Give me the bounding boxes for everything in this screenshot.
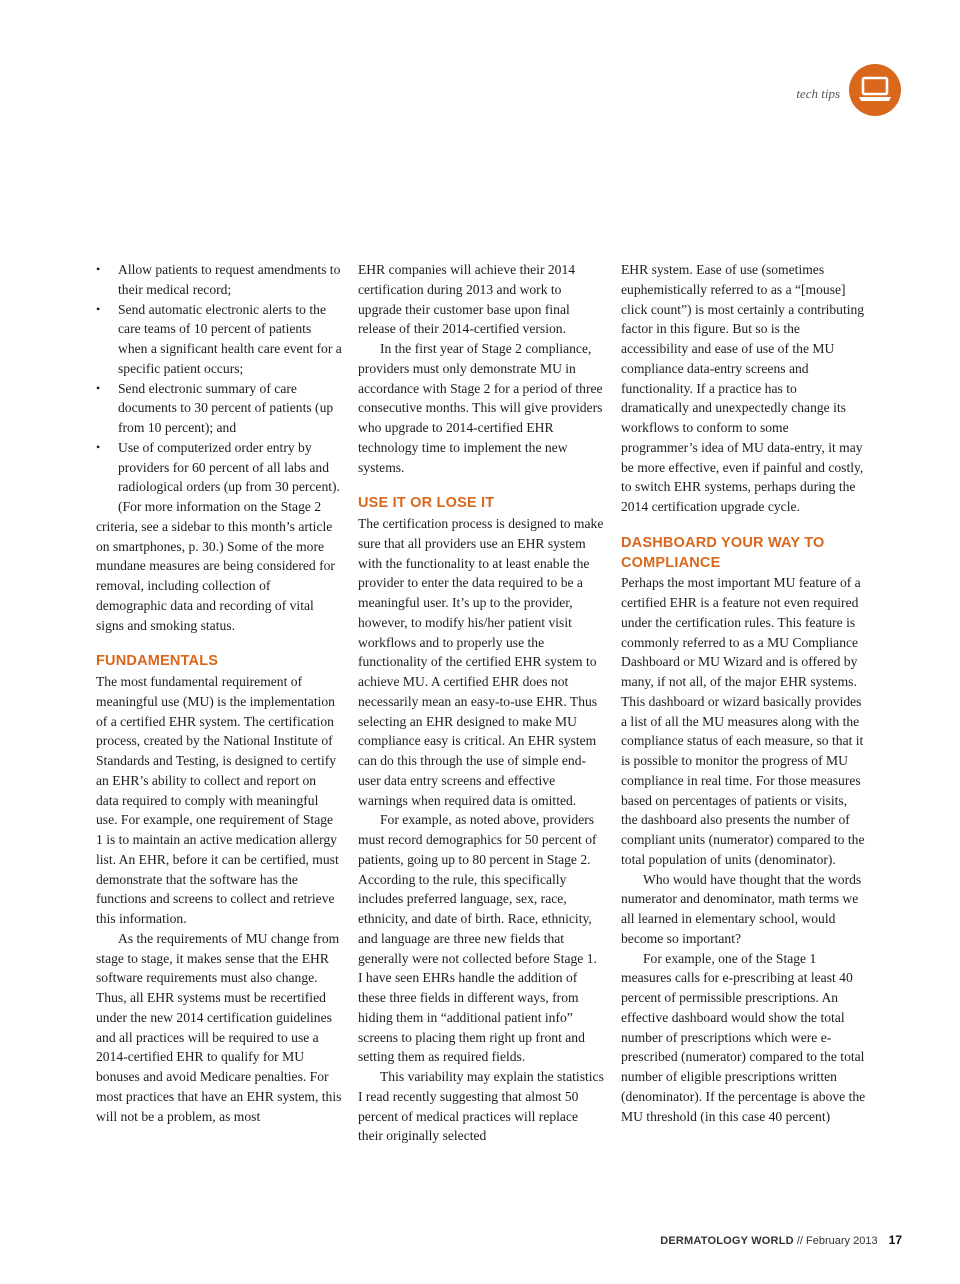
column-2: [358, 260, 604, 1146]
paragraph: Who would have thought that the words numerator and denominator, math terms we all learned in elementary school, would become so important?: [621, 871, 862, 946]
paragraph: (For more information on the Stage 2 criteria, see a sidebar to this month’s article on smartphones, p. 30.) Some of the more mundane measures are being considered for removal, including collection of demographic data and recording of vital signs and smoking status.: [96, 499, 335, 633]
paragraph: In the first year of Stage 2 compliance, providers must only demonstrate MU in accordance with Stage 2 for a period of three consecutive months. This will give providers who upgrade to 2014-certified EHR technology time to implement the new systems.: [358, 341, 603, 475]
laptop-icon: [849, 64, 901, 116]
section-heading-fundamentals: FUNDAMENTALS: [96, 653, 219, 670]
publication-name: DERMATOLOGY WORLD: [660, 1235, 794, 1247]
issue-date: February 2013: [806, 1235, 878, 1247]
list-item: • Use of computerized order entry by providers for 60 percent of all labs and radiological orders (up from 30 percent).: [96, 438, 342, 497]
page-number: 17: [888, 1233, 902, 1247]
list-item: • Send electronic summary of care documents to 30 percent of patients (up from 10 percent); and: [96, 379, 342, 438]
stage2-bullet-list: [96, 260, 342, 497]
paragraph: For example, one of the Stage 1 measures calls for e-prescribing at least 40 percent of permissible prescriptions. An effective dashboard would show the total number of prescriptions which were e-prescribed (numerator) compared to the total number of eligible prescriptions written (denominator). If the percentage is above the MU threshold (in this case 40 percent): [621, 950, 866, 1124]
page-footer: [660, 1233, 902, 1247]
section-heading-use-it-or-lose-it: USE IT OR LOSE IT: [358, 495, 495, 512]
paragraph: The most fundamental requirement of meaningful use (MU) is the implementation of a certified EHR system. The certification process, created by the National Institute of Standards and Testing, is designed to certify an EHR’s ability to collect and report on data required to comply with meaningful use. For example, one requirement of Stage 1 is to maintain an active medication allergy list. An EHR, before it can be certified, must demonstrate that the software has the functions and screens to collect and retrieve this information.: [96, 674, 339, 926]
paragraph: This variability may explain the statistics I read recently suggesting that almost 50 percent of medical practices will replace their originally selected: [358, 1069, 604, 1144]
paragraph: EHR companies will achieve their 2014 certification during 2013 and work to upgrade their customer base upon final release of their 2014-certified version.: [358, 262, 576, 337]
paragraph: For example, as noted above, providers must record demographics for 50 percent of patients, going up to 80 percent in Stage 2. According to the rule, this specifically includes preferred language, sex, race, ethnicity, and date of birth. Race, ethnicity, and language are three new fields that generally were not collected before Stage 1. I have seen EHRs handle the addition of these three fields in different ways, from hiding them in “additional patient info” screens to placing them right up front and setting them as required fields.: [358, 812, 597, 1065]
section-heading-dashboard: DASHBOARD YOUR WAY TO COMPLIANCE: [621, 534, 825, 571]
paragraph: The certification process is designed to make sure that all providers use an EHR system with the functionality to at least enable the provider to enter the data required to be a meaningful user. It’s up to the provider, however, to modify his/her patient visit workflows and to properly use the functionality of the certified EHR system to achieve MU. A certified EHR does not necessarily mean an easy-to-use EHR. Thus selecting an EHR designed to make MU compliance easy is critical. An EHR system can do this through the use of simple end-user data entry screens and effective warnings when required data is omitted.: [358, 516, 604, 808]
paragraph: Perhaps the most important MU feature of a certified EHR is a feature not even required under the certification rules. This feature is commonly referred to as a MU Compliance Dashboard or MU Wizard and is offered by many, if not all, of the major EHR systems. This dashboard or wizard basically provides a list of all the MU measures along with the compliance status of each measure, so that it is possible to monitor the progress of MU compliance in real time. For those measures based on percentages of patients or visits, the dashboard also presents the number of compliant units (numerator) compared to the total population of units (denominator).: [621, 575, 865, 867]
paragraph: As the requirements of MU change from stage to stage, it makes sense that the EHR software requirements must also change. Thus, all EHR systems must be recertified under the new 2014 certification guidelines and all practices will be required to use a 2014-certified EHR to qualify for MU bonuses and avoid Medicare penalties. For most practices that have an EHR system, this will not be a problem, as most: [96, 930, 342, 1124]
tech-tips-badge: [849, 64, 901, 116]
paragraph: EHR system. Ease of use (sometimes euphemistically referred to as a “[mouse] click count”) is most certainly a contributing factor in this figure. But so is the accessibility and ease of use of the MU compliance data-entry screens and functionality. If a practice has to dramatically and unexpectedly change its workflows to conform to some programmer’s idea of MU data-entry, it may be more effective, even if painful and costly, to switch EHR systems, perhaps during the 2014 certification upgrade cycle.: [621, 262, 865, 514]
section-tag: tech tips: [796, 86, 840, 101]
column-1: [96, 260, 342, 1126]
list-item: • Send automatic electronic alerts to the care teams of 10 percent of patients when a significant health care event for a specific patient occurs;: [96, 300, 342, 379]
list-item: • Allow patients to request amendments to their medical record;: [96, 260, 342, 300]
column-3: [621, 260, 867, 1126]
footer-separator: //: [796, 1235, 803, 1247]
